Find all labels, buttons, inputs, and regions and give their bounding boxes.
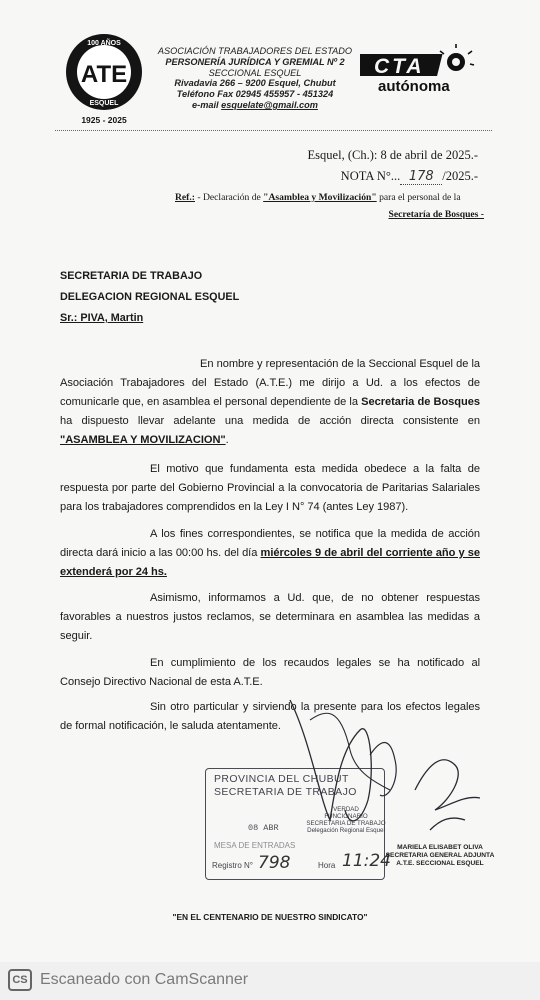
small-stamp-line-1: VERDAD: [333, 806, 359, 813]
ate-logo: [62, 30, 146, 126]
org-branch: SECCIONAL ESQUEL: [208, 67, 302, 78]
reference-quote: "Asamblea y Movilización": [263, 192, 377, 203]
reference-text-2: para el personal de la: [376, 192, 461, 203]
paragraph-1: [60, 355, 480, 450]
paragraph-3: [60, 525, 480, 582]
stamp-registro-number: 798: [258, 853, 291, 873]
camscanner-watermark-bar: [0, 962, 540, 1000]
stamp-hora-value: 11:24: [342, 851, 391, 871]
reference-text-1: - Declaración de: [194, 192, 264, 203]
note-suffix: /2025.-: [442, 169, 478, 183]
signer-name: MARIELA ELISABET OLIVA: [397, 844, 483, 851]
p1-text-c: ha dispuesto llevar adelante una medida de acción directa consistente en: [60, 414, 480, 427]
stamp-received-date: 08 ABR: [248, 823, 279, 833]
signer-block: [385, 844, 495, 868]
p1-text-e: .: [225, 433, 229, 446]
addressee-block: [60, 266, 239, 329]
paragraph-5: En cumplimiento de los recaudos legales se ha notificado al Consejo Directivo Nacional de esta A.T.E.: [60, 657, 480, 688]
stamp-mesa: MESA DE ENTRADAS: [214, 841, 296, 850]
addressee-line-2: DELEGACION REGIONAL ESQUEL: [60, 291, 240, 303]
org-email-link[interactable]: esquelate@gmail.com: [221, 99, 318, 110]
p1-bold-secretaria: Secretaria de Bosques: [361, 395, 480, 408]
small-stamp-line-3: SECRETARIA DE TRABAJO: [306, 820, 386, 827]
letter-date: Esquel, (Ch.): 8 de abril de 2025.-: [307, 148, 478, 162]
small-stamp-line-4: Delegación Regional Esquel: [307, 827, 385, 834]
addressee-line-1: SECRETARIA DE TRABAJO: [60, 270, 203, 282]
official-small-stamp: [300, 806, 392, 834]
p1-text-a: En nombre y representación de la Seccional Esquel de la Asociación Trabajadores del Estado (A.T.E.) me dirijo a Ud. a los efectos de comunicarle que, en asamblea el personal dependiente de la: [60, 358, 480, 408]
paragraph-2: El motivo que fundamenta esta medida obedece a la falta de respuesta por parte del Gobierno Provincial a la convocatoria de Paritarias Salariales para los trabajadores comprendidos en la Ley I N° 74 (antes Ley 1987).: [60, 463, 480, 513]
small-stamp-line-2: FUNCIONARIO: [324, 813, 368, 820]
reference-line-2: Secretaría de Bosques -: [388, 209, 484, 220]
org-legal-status: PERSONERÍA JURÍDICA Y GREMIAL Nº 2: [165, 56, 345, 67]
ate-logo-bottom-text: ESQUEL: [89, 100, 119, 107]
camscanner-text: Escaneado con CamScanner: [40, 971, 249, 988]
org-address: Rivadavia 266 – 9200 Esquel, Chubut: [174, 78, 336, 89]
stamp-registro-label: Registro N°: [212, 861, 253, 870]
signer-role: SECRETARIA GENERAL ADJUNTA: [385, 852, 495, 859]
stamp-line-1: PROVINCIA DEL CHUBUT: [214, 773, 349, 785]
org-email-line: [150, 100, 360, 111]
ate-logo-top-text: 100 AÑOS: [87, 40, 121, 47]
p3-bold-date: miércoles 9 de abril del corriente año y se extenderá por 24 hs.: [60, 546, 480, 578]
footer-quote: "EN EL CENTENARIO DE NUESTRO SINDICATO": [172, 912, 368, 922]
org-name: ASOCIACIÓN TRABAJADORES DEL ESTADO: [157, 46, 353, 56]
paragraph-4: Asimismo, informamos a Ud. que, de no obtener respuestas favorables a nuestros justos reclamos, se determinara en asamblea las medidas a seguir.: [60, 592, 480, 642]
stamp-hora-label: Hora: [318, 861, 336, 870]
cta-subtext: autónoma: [378, 78, 450, 95]
paragraph-6: Sin otro particular y sirviendo la presente para los efectos legales de formal notificación, le saluda atentamente.: [60, 701, 480, 732]
p3-text-a: A los fines correspondientes, se notifica que la medida de acción directa dará inicio a las 00:00 hs. del día: [60, 528, 480, 559]
note-prefix: NOTA N°...: [340, 169, 401, 183]
addressee-line-3: Sr.: PIVA, Martin: [60, 312, 144, 324]
note-number-line: [341, 169, 478, 185]
ate-logo-center-text: ATE: [80, 61, 128, 88]
reference-line: [175, 192, 461, 203]
note-number-handwritten: 178: [400, 169, 442, 185]
cta-logo-text: CTA: [374, 55, 425, 78]
reference-label: Ref.:: [175, 192, 195, 203]
p1-bold-asamblea: "ASAMBLEA Y MOVILIZACION": [60, 433, 226, 446]
camscanner-logo-icon: CS: [8, 969, 32, 991]
cta-sun-icon: [440, 44, 474, 71]
org-email-label: e-mail: [192, 99, 222, 110]
signer-org: A.T.E. SECCIONAL ESQUEL: [396, 860, 484, 867]
org-phone: Teléfono Fax 02945 455957 - 451324: [176, 89, 334, 100]
ate-logo-years: 1925 - 2025: [81, 115, 127, 125]
header-divider: [55, 130, 492, 131]
stamp-line-2: SECRETARIA DE TRABAJO: [214, 786, 357, 798]
organization-header: [150, 46, 360, 111]
cta-autonoma-logo: [360, 40, 478, 110]
